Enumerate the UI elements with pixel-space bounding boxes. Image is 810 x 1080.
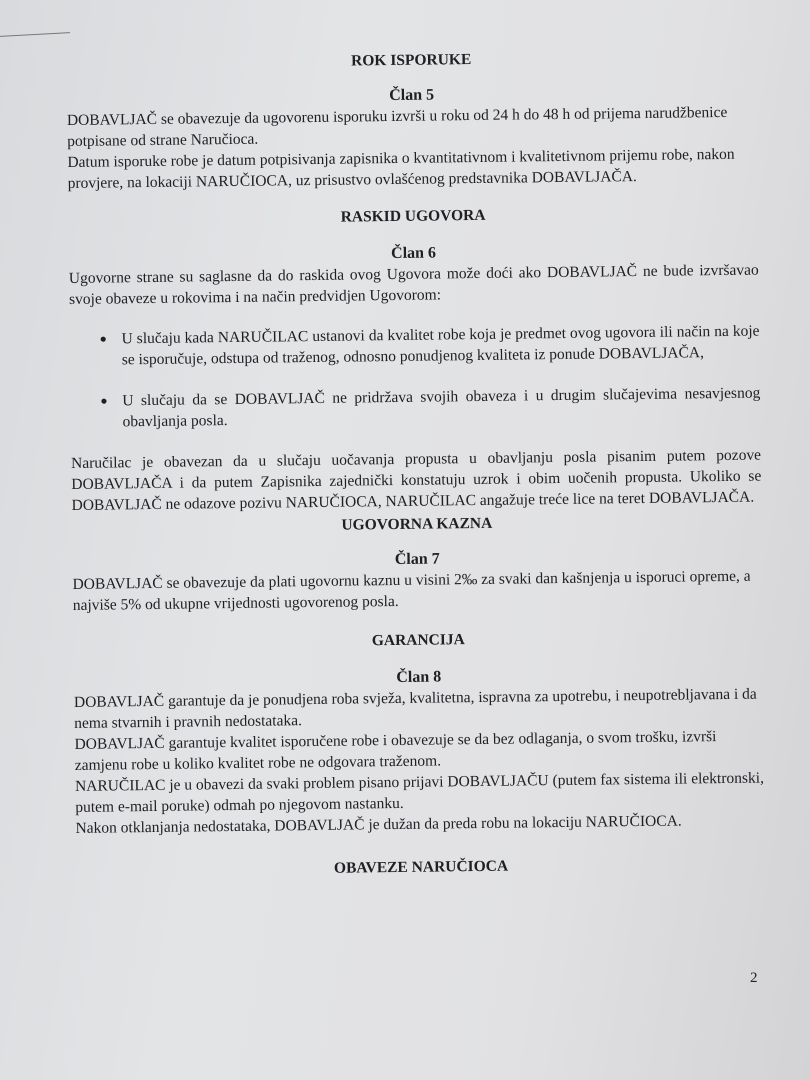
clan-8-paragraph-4: Nakon otklanjanja nedostataka, DOBAVLJAČ je dužan da preda robu na lokaciju NARUČIOCA. bbox=[75, 812, 682, 837]
document-content bbox=[66, 40, 766, 882]
clan-5-paragraph-1: DOBAVLJAČ se obavezuje da ugovorenu isporuku izvrši u roku od 24 h do 48 h od prijema narudžbenice potpisane od strane Naručioca. bbox=[66, 103, 728, 150]
clan-6-closing: Naručilac je obavezan da u slučaju uočavanja propusta u obavljanju posla pisanim putem pozove DOBAVLJAČA i da putem Zapisnika zajednički konstatuju uzrok i obim uočenih propusta. Ukoliko se DOBAVLJAČ ne odazove pozivu NARUČIOCA, NARUČILAC angažuje treće lice na teret DOBAVLJAČA. bbox=[70, 446, 762, 514]
clan-5-paragraph-2: Datum isporuke robe je datum potpisivanja zapisnika o kvantitativnom i kvalitetivnom prijemu robe, nakon provjere, na lokaciji NARUČIOCA, uz prisustvo ovlašćenog predstavnika DOBAVLJAČA. bbox=[67, 145, 735, 192]
clan-7-paragraph: DOBAVLJAČ se obavezuje da plati ugovornu kaznu u visini 2‰ za svaki dan kašnjenja u isporuci opreme, a najviše 5% od ukupne vrijednosti ugovorenog posla. bbox=[72, 567, 751, 614]
clan-8: Član 8 bbox=[396, 668, 442, 687]
heading-raskid-ugovora: RASKID UGOVORA bbox=[340, 206, 486, 226]
clan-6-intro: Ugovorne strane su saglasne da do raskida ovog Ugovora može doći ako DOBAVLJAČ ne bude izvršavao svoje obaveze u rokovima i na način predvidjen Ugovorom: bbox=[68, 261, 759, 308]
list-item bbox=[100, 383, 761, 433]
list-item bbox=[99, 321, 760, 371]
bullet-text: U slučaju kada NARUČILAC ustanovi da kvalitet robe koja je predmet ovog ugovora ili način na koje se isporučuje, odstupa od traženog, odnosno ponudjenog kvaliteta iz ponude DOBAVLJAČA, bbox=[121, 322, 760, 369]
edge-line bbox=[0, 32, 70, 37]
heading-garancija: GARANCIJA bbox=[371, 631, 465, 650]
bullet-text: U slučaju da se DOBAVLJAČ ne pridržava svojih obaveza i u drugim slučajevima nesavjesnog obavljanja posla. bbox=[122, 384, 761, 431]
heading-rok-isporuke: ROK ISPORUKE bbox=[350, 51, 472, 70]
clan-6: Član 6 bbox=[390, 244, 437, 263]
clan-8-paragraph-2: DOBAVLJAČ garantuje kvalitet isporučene robe i obavezuje se da bez odlaganja, o svom trošku, izvrši zamjenu robe u koliko kvalitet robe ne odgovara traženom. bbox=[74, 728, 717, 774]
clan-7: Član 7 bbox=[394, 550, 440, 569]
clan-5: Član 5 bbox=[389, 86, 435, 105]
clan-6-bullet-list bbox=[69, 321, 760, 433]
bullet-icon: ● bbox=[100, 393, 108, 408]
heading-ugovorna-kazna: UGOVORNA KAZNA bbox=[341, 514, 493, 534]
bullet-icon: ● bbox=[99, 331, 107, 346]
page-number: 2 bbox=[750, 970, 758, 986]
clan-8-paragraph-3: NARUČILAC je u obavezi da svaki problem pisano prijavi DOBAVLJAČU (putem fax sistema ili elektronski, putem e-mail poruke) odmah po njegovom nastanku. bbox=[74, 769, 765, 816]
heading-obaveze-narucioca: OBAVEZE NARUČIOCA bbox=[333, 857, 509, 877]
clan-8-paragraph-1: DOBAVLJAČ garantuje da je ponudjena roba svježa, kvalitetna, ispravna za upotrebu, i neupotrebljavana i da nema stvarnih i pravnih nedostataka. bbox=[73, 685, 757, 732]
